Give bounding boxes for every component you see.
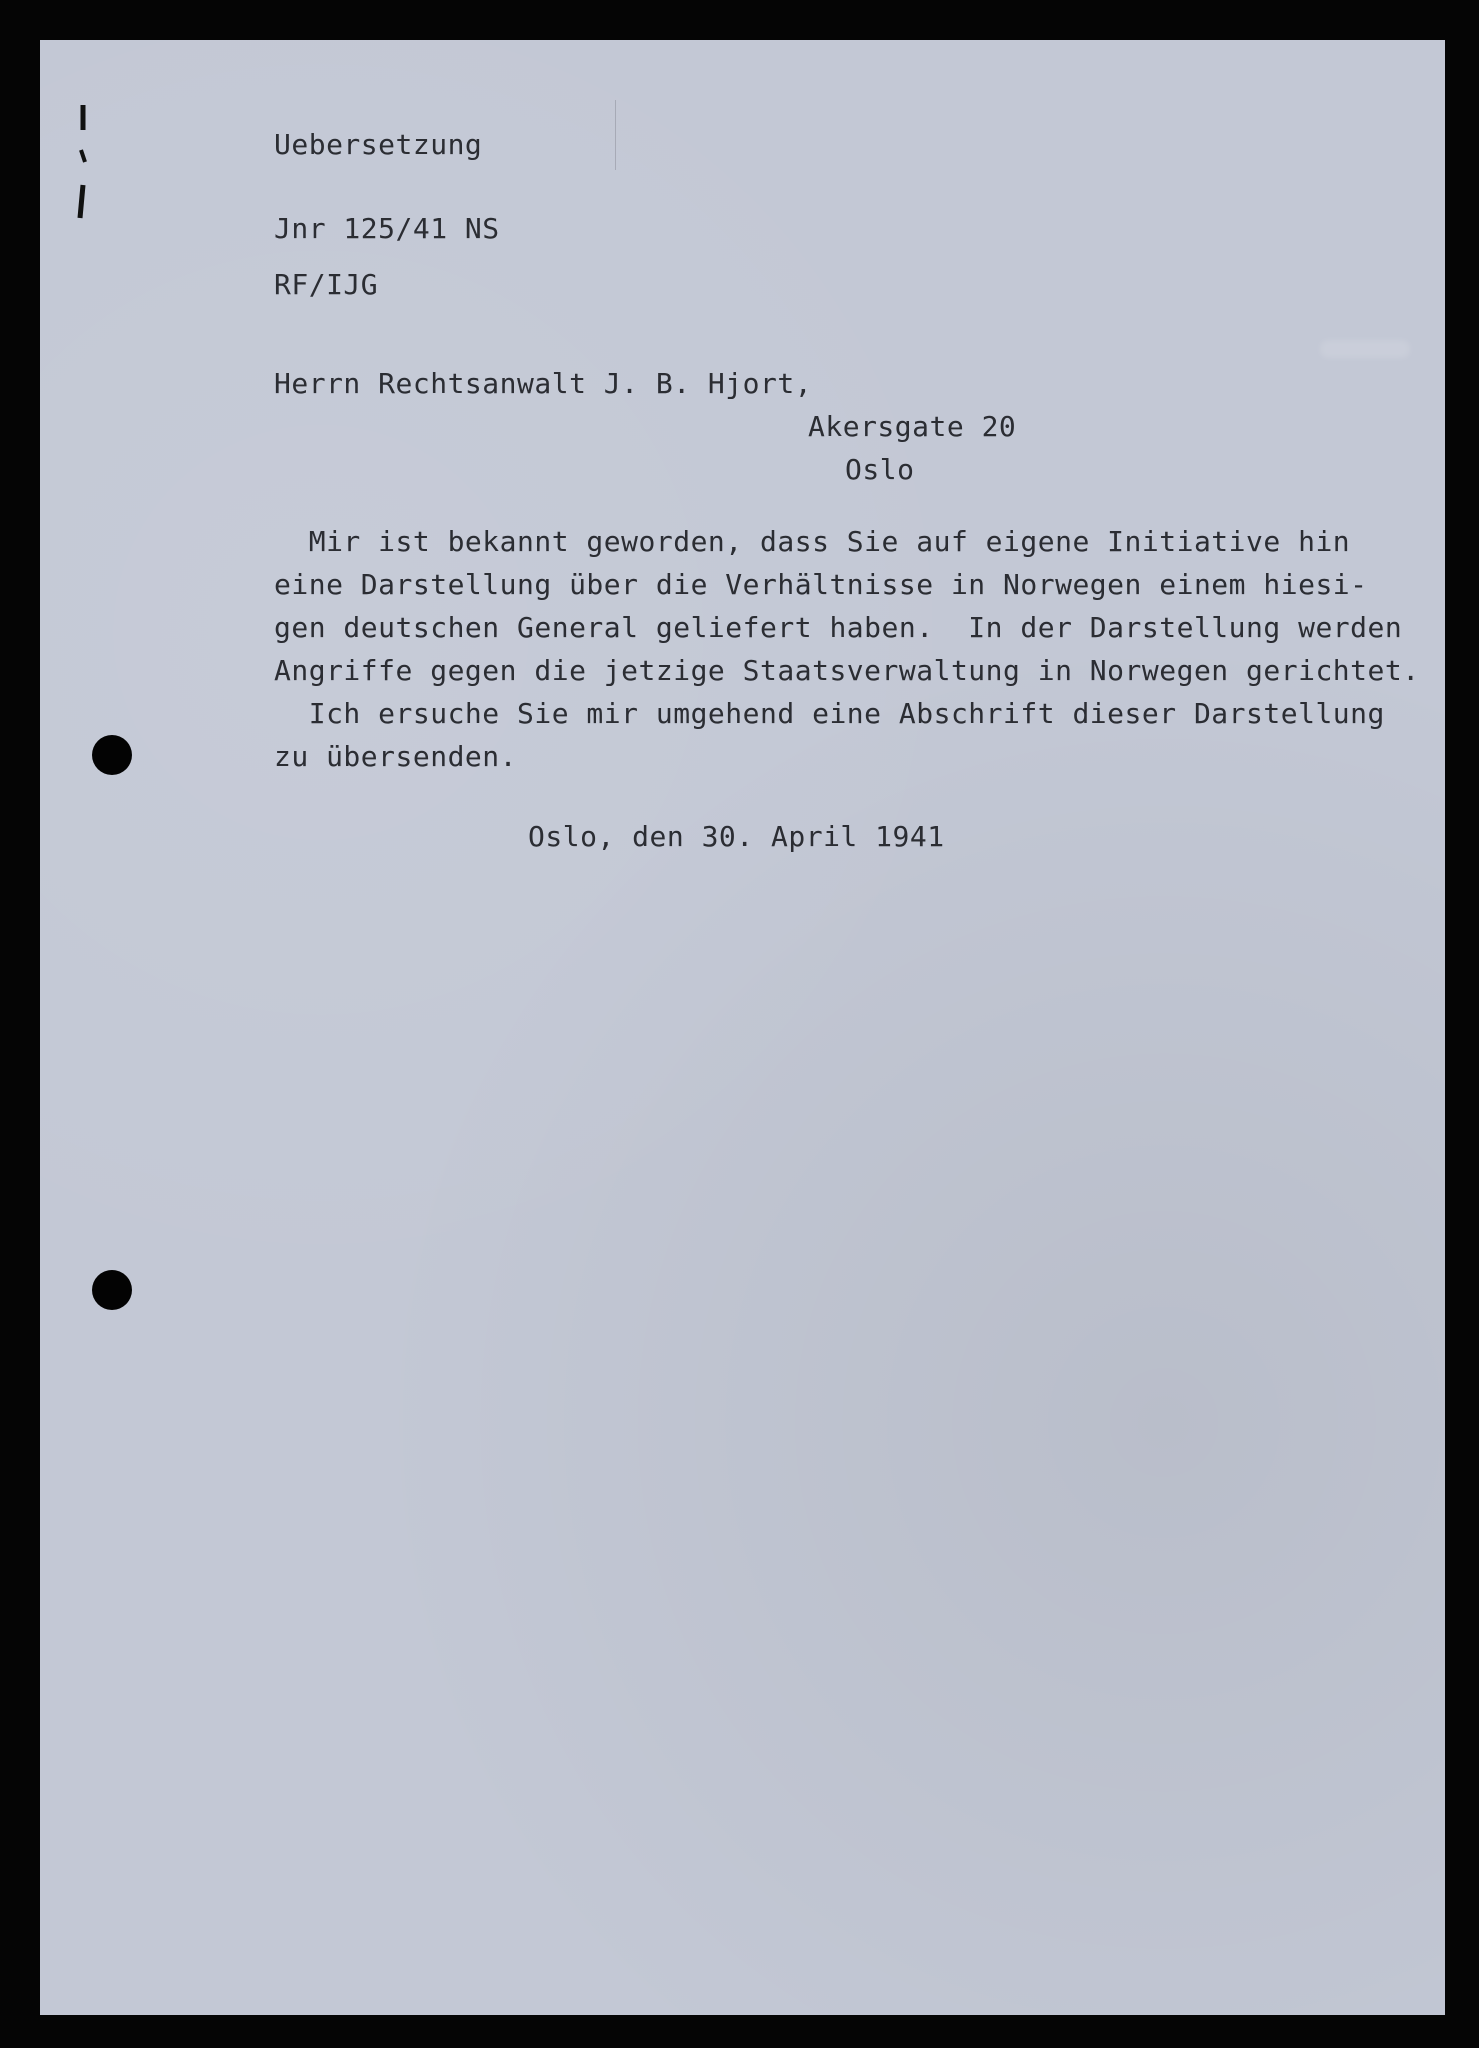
body-line: Ich ersuche Sie mir umgehend eine Abschrift dieser Darstellung — [274, 697, 1385, 730]
body-line: Mir ist bekannt geworden, dass Sie auf eigene Initiative hin — [274, 525, 1351, 558]
reference-number: Jnr 125/41 NS — [274, 212, 500, 245]
addressee-city: Oslo — [845, 453, 915, 486]
document-heading: Uebersetzung — [274, 128, 483, 161]
paper-crease — [615, 100, 616, 170]
punch-hole-bottom — [92, 1270, 132, 1310]
body-line: Angriffe gegen die jetzige Staatsverwaltung in Norwegen gerichtet. — [274, 654, 1420, 687]
initials: RF/IJG — [274, 268, 379, 301]
staple-mark-icon — [74, 100, 92, 220]
addressee-street: Akersgate 20 — [808, 410, 1017, 443]
paper-smudge — [1320, 340, 1410, 358]
punch-hole-top — [92, 735, 132, 775]
body-line: eine Darstellung über die Verhältnisse in Norwegen einem hiesi- — [274, 568, 1368, 601]
body-line: gen deutschen General geliefert haben. In der Darstellung werden — [274, 611, 1403, 644]
document-page — [40, 40, 1445, 2015]
body-line: zu übersenden. — [274, 740, 518, 773]
addressee-name: Herrn Rechtsanwalt J. B. Hjort, — [274, 367, 813, 400]
date-line: Oslo, den 30. April 1941 — [528, 820, 945, 853]
